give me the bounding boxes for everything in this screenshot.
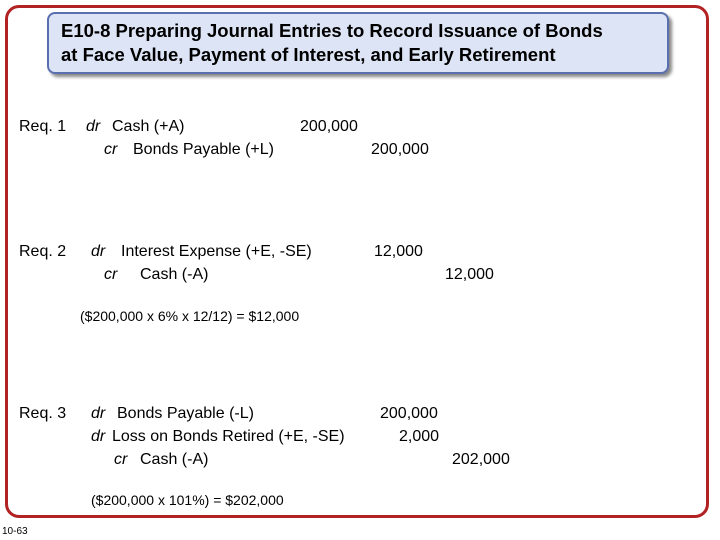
req3-debit-account-2: Loss on Bonds Retired (+E, -SE) — [112, 428, 345, 445]
req1-debit-amount: 200,000 — [300, 118, 358, 135]
req2-dr-marker: dr — [91, 243, 106, 260]
req1-label: Req. 1 — [19, 118, 67, 135]
req3-calculation-note: ($200,000 x 101%) = $202,000 — [91, 492, 284, 508]
slide-number: 10-63 — [2, 526, 28, 537]
req2-label: Req. 2 — [19, 243, 67, 260]
req2-debit-amount: 12,000 — [374, 243, 423, 260]
req3-credit-account: Cash (-A) — [140, 451, 209, 468]
req1-dr-marker: dr — [86, 118, 101, 135]
req3-dr-marker-1: dr — [91, 405, 106, 422]
slide-title — [47, 12, 669, 74]
title-line-2: at Face Value, Payment of Interest, and Early Retirement — [61, 44, 556, 65]
req1-credit-account: Bonds Payable (+L) — [133, 141, 274, 158]
req1-credit-amount: 200,000 — [371, 141, 429, 158]
slide-frame — [5, 5, 709, 518]
req2-credit-account: Cash (-A) — [140, 266, 209, 283]
req3-dr-marker-2: dr — [91, 428, 106, 445]
req2-credit-amount: 12,000 — [445, 266, 494, 283]
req3-debit-amount-1: 200,000 — [380, 405, 438, 422]
title-line-1: E10-8 Preparing Journal Entries to Record Issuance of Bonds — [61, 20, 603, 41]
req2-cr-marker: cr — [104, 266, 118, 283]
req3-label: Req. 3 — [19, 405, 67, 422]
req1-debit-account: Cash (+A) — [112, 118, 185, 135]
req3-debit-amount-2: 2,000 — [399, 428, 440, 445]
req1-cr-marker: cr — [104, 141, 118, 158]
req3-cr-marker: cr — [114, 451, 128, 468]
req2-calculation-note: ($200,000 x 6% x 12/12) = $12,000 — [80, 308, 300, 324]
req3-debit-account-1: Bonds Payable (-L) — [117, 405, 254, 422]
req2-debit-account: Interest Expense (+E, -SE) — [121, 243, 312, 260]
req3-credit-amount: 202,000 — [452, 451, 510, 468]
